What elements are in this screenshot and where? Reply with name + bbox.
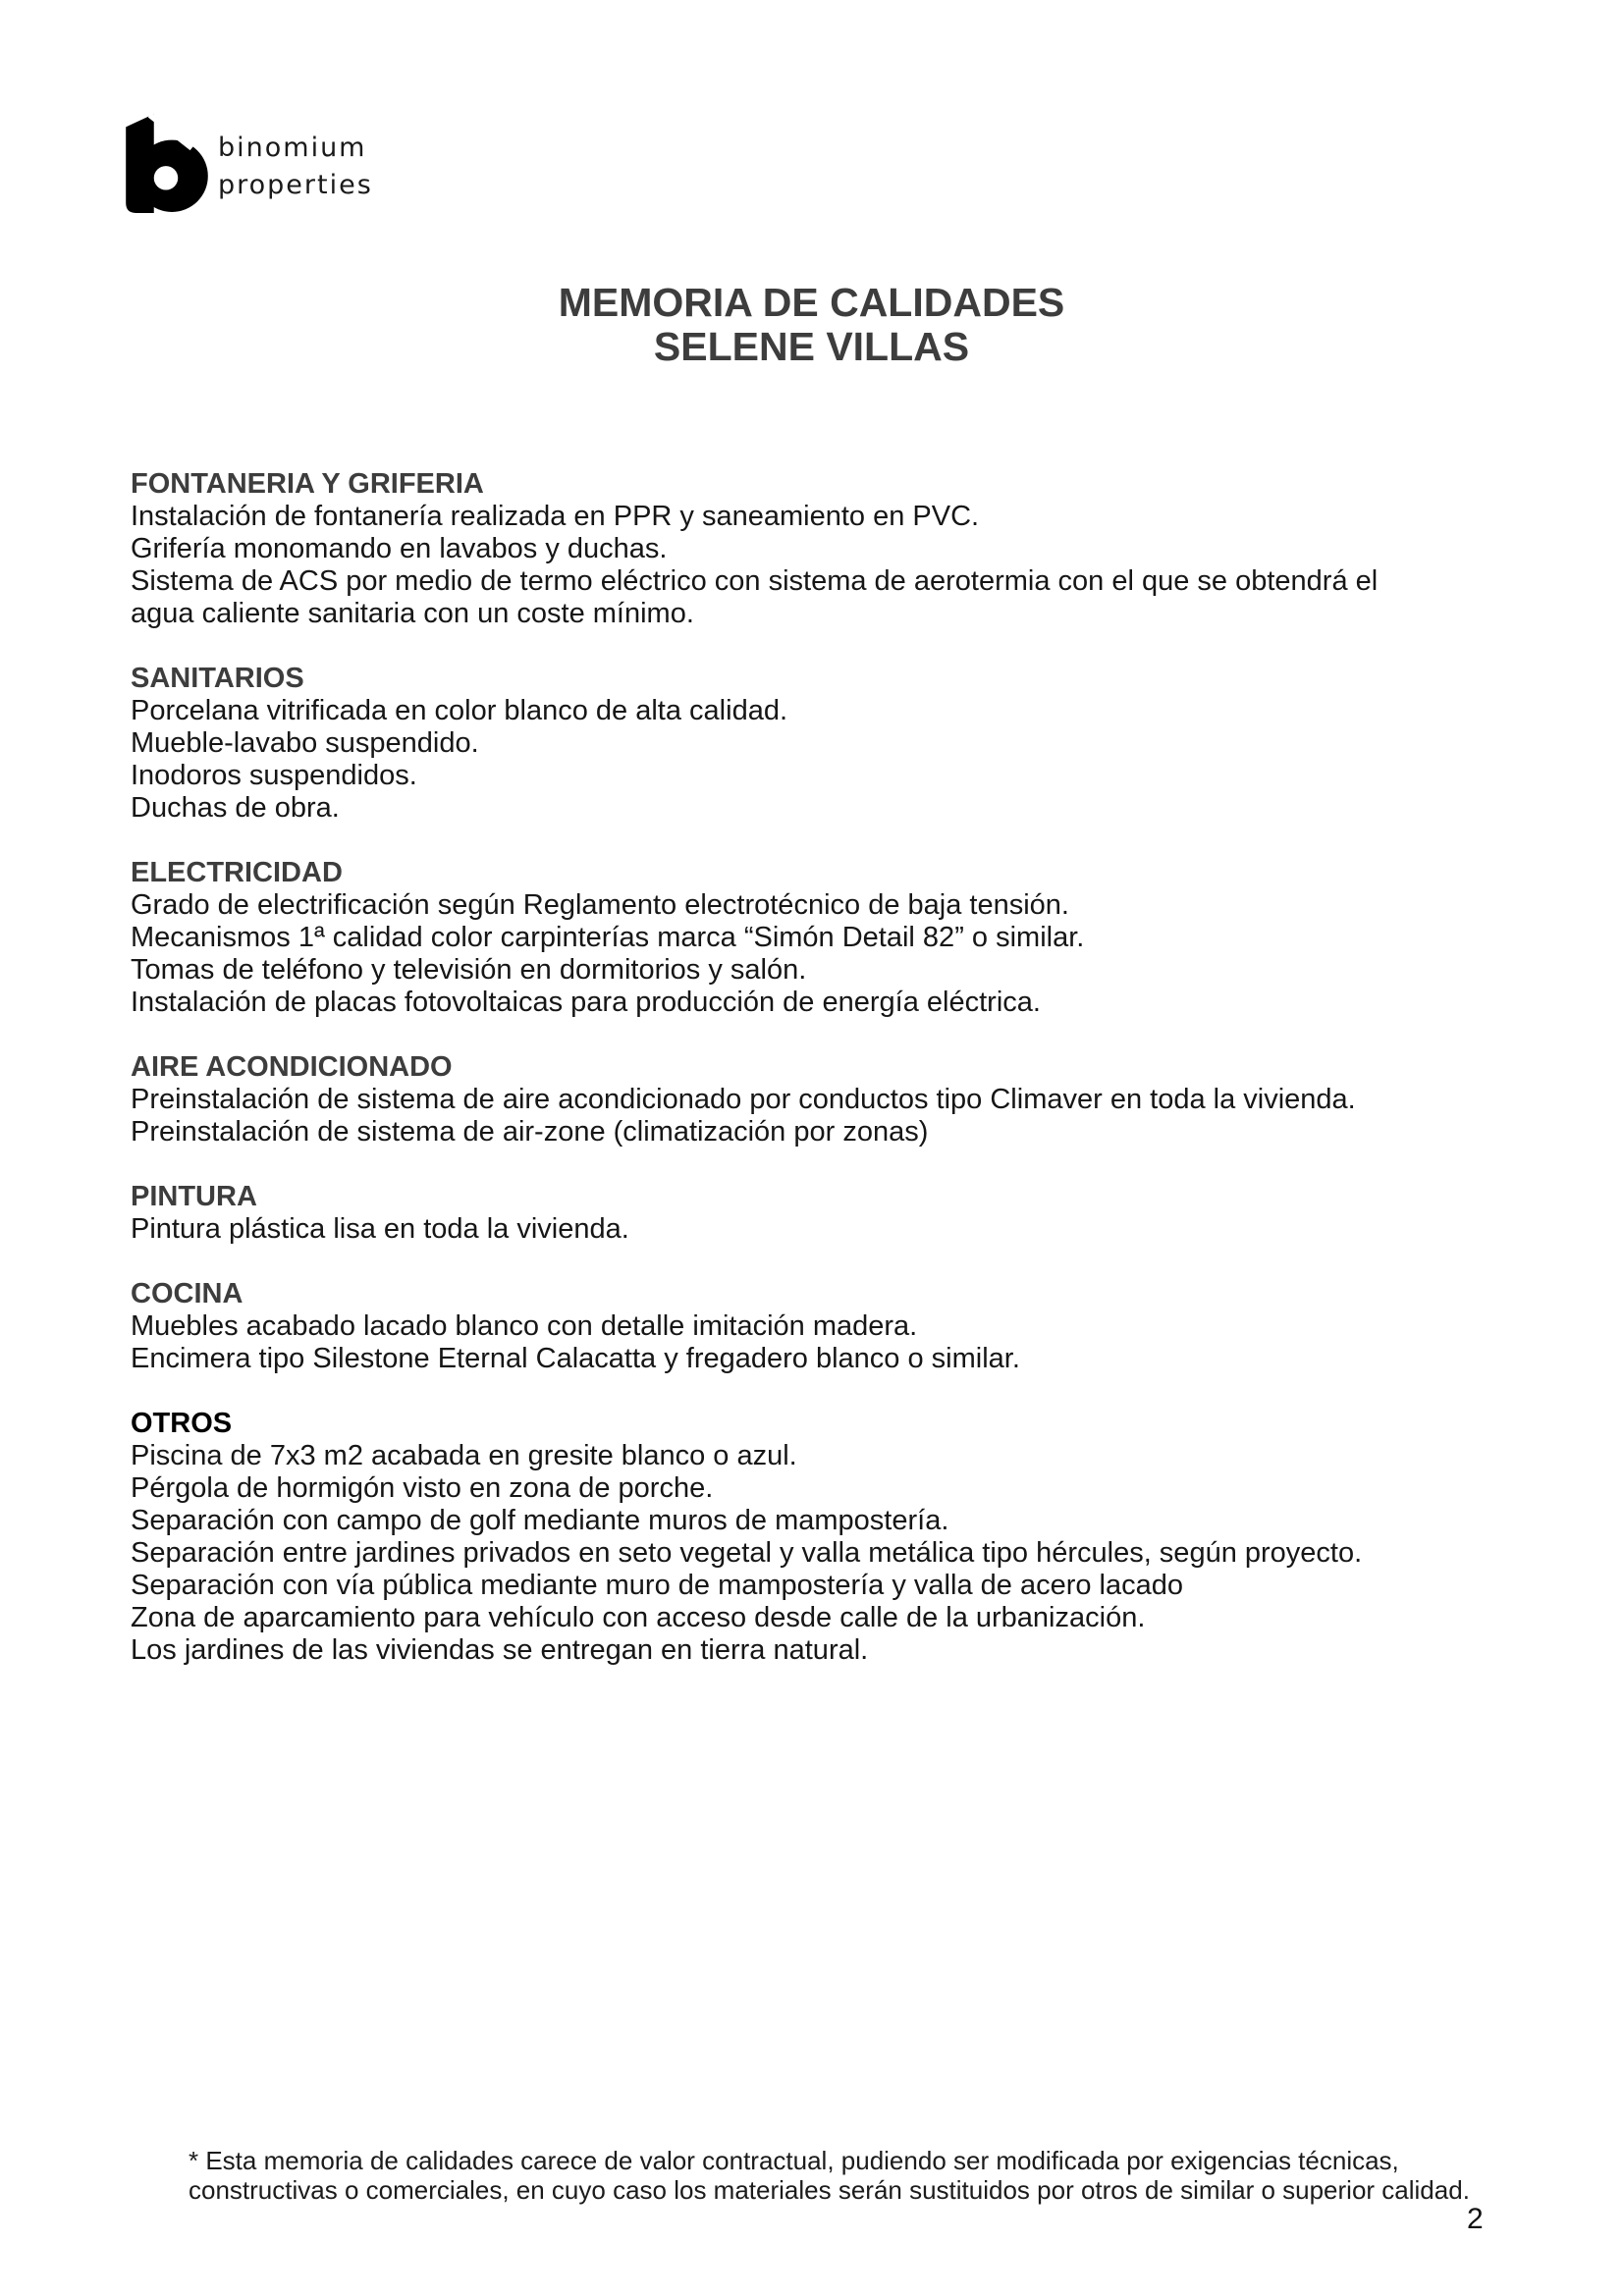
disclaimer-footnote	[189, 2146, 1563, 2205]
body-line: Preinstalación de sistema de air-zone (climatización por zonas)	[131, 1116, 929, 1148]
body-line: Encimera tipo Silestone Eternal Calacatta y fregadero blanco o similar.	[131, 1343, 1020, 1374]
section-fontaneria	[131, 468, 1564, 630]
page-title	[0, 281, 1623, 369]
section-sanitarios	[131, 663, 1564, 825]
brand-name	[218, 130, 373, 204]
brand-line-1: binomium	[218, 133, 367, 163]
section-heading: PINTURA	[131, 1181, 257, 1212]
body-line: Zona de aparcamiento para vehículo con acceso desde calle de la urbanización.	[131, 1602, 1146, 1633]
section-heading: COCINA	[131, 1278, 243, 1309]
section-electricidad	[131, 857, 1564, 1019]
page-number: 2	[1467, 2203, 1484, 2235]
section-otros	[131, 1408, 1564, 1667]
body-line: agua caliente sanitaria con un coste mínimo.	[131, 598, 694, 629]
section-heading: OTROS	[131, 1408, 233, 1439]
body-line: Mecanismos 1ª calidad color carpinterías marca “Simón Detail 82” o similar.	[131, 922, 1085, 953]
section-pintura	[131, 1181, 1564, 1246]
brand-line-2: properties	[218, 170, 373, 200]
body-line: Pintura plástica lisa en toda la vivienda.	[131, 1213, 629, 1245]
body-line: Instalación de placas fotovoltaicas para producción de energía eléctrica.	[131, 987, 1041, 1018]
body-line: Grado de electrificación según Reglamento electrotécnico de baja tensión.	[131, 889, 1069, 921]
section-cocina	[131, 1278, 1564, 1375]
section-aire-acondicionado	[131, 1051, 1564, 1148]
footnote-line-1: * Esta memoria de calidades carece de valor contractual, pudiendo ser modificada por exigencias técnicas,	[189, 2146, 1399, 2175]
body-line: Los jardines de las viviendas se entregan en tierra natural.	[131, 1634, 869, 1666]
body-line: Duchas de obra.	[131, 792, 340, 824]
body-line: Sistema de ACS por medio de termo eléctrico con sistema de aerotermia con el que se obtendrá el	[131, 565, 1379, 597]
section-heading: FONTANERIA Y GRIFERIA	[131, 468, 484, 500]
title-line-2: SELENE VILLAS	[653, 324, 970, 369]
body-line: Muebles acabado lacado blanco con detalle imitación madera.	[131, 1310, 918, 1342]
binomium-b-icon	[126, 110, 208, 213]
body-line: Inodoros suspendidos.	[131, 760, 417, 791]
footnote-line-2: constructivas o comerciales, en cuyo caso los materiales serán sustituidos por otros de similar o superior calidad.	[189, 2175, 1470, 2205]
body-line: Pérgola de hormigón visto en zona de porche.	[131, 1472, 714, 1504]
body-line: Tomas de teléfono y televisión en dormitorios y salón.	[131, 954, 807, 986]
body-line: Porcelana vitrificada en color blanco de alta calidad.	[131, 695, 788, 726]
document-body	[131, 468, 1564, 1699]
body-line: Mueble-lavabo suspendido.	[131, 727, 479, 759]
body-line: Separación con vía pública mediante muro de mampostería y valla de acero lacado	[131, 1570, 1183, 1601]
body-line: Separación con campo de golf mediante muros de mampostería.	[131, 1505, 949, 1536]
section-heading: SANITARIOS	[131, 663, 304, 694]
section-heading: ELECTRICIDAD	[131, 857, 343, 888]
section-heading: AIRE ACONDICIONADO	[131, 1051, 453, 1083]
body-line: Grifería monomando en lavabos y duchas.	[131, 533, 668, 564]
body-line: Instalación de fontanería realizada en PPR y saneamiento en PVC.	[131, 501, 980, 532]
body-line: Piscina de 7x3 m2 acabada en gresite blanco o azul.	[131, 1440, 797, 1471]
body-line: Separación entre jardines privados en seto vegetal y valla metálica tipo hércules, según proyecto.	[131, 1537, 1363, 1569]
title-line-1: MEMORIA DE CALIDADES	[558, 280, 1065, 325]
body-line: Preinstalación de sistema de aire acondicionado por conductos tipo Climaver en toda la vivienda.	[131, 1084, 1356, 1115]
